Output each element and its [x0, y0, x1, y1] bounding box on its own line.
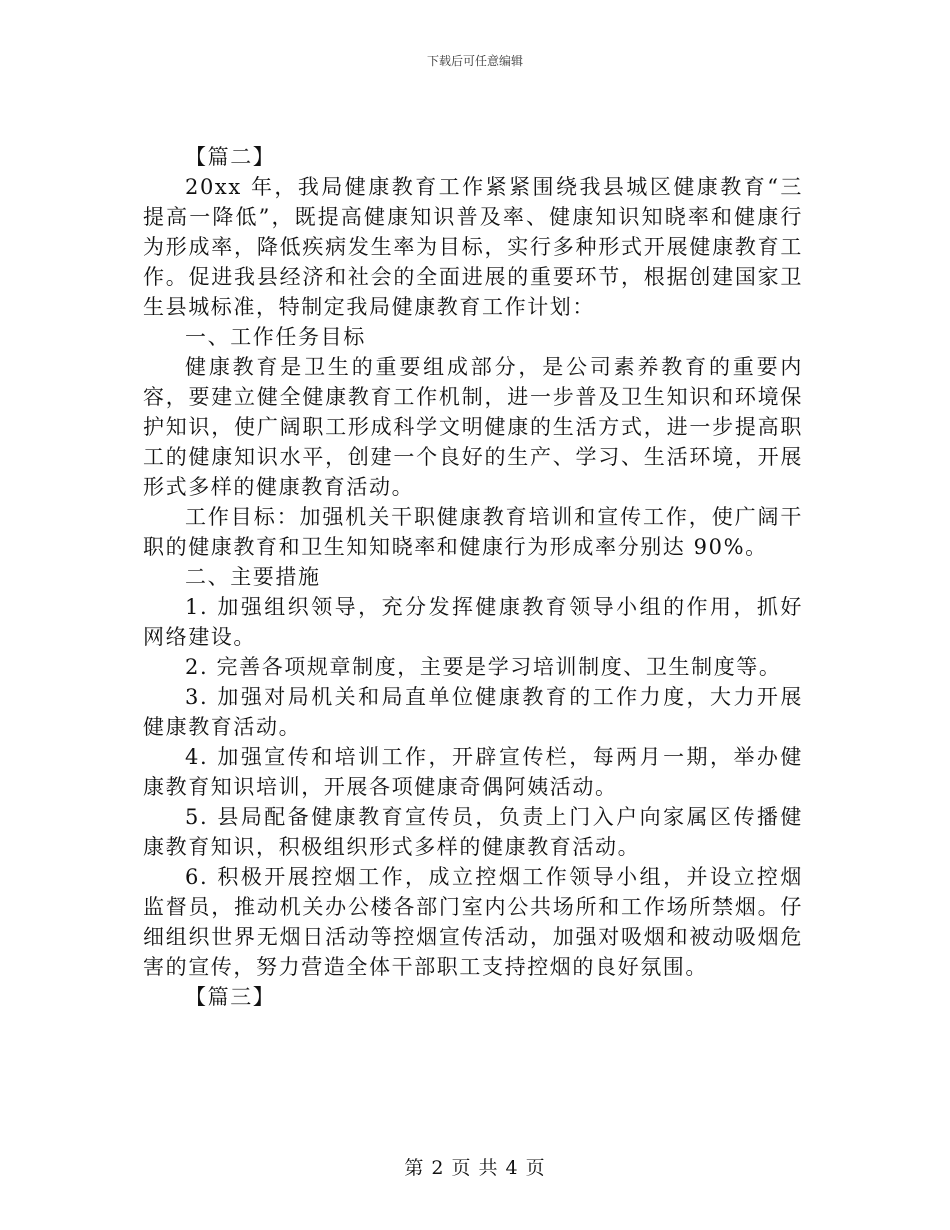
- page-header-note: 下载后可任意编辑: [426, 54, 523, 68]
- section-heading-pian-er: 【篇二】: [185, 145, 276, 169]
- intro-paragraph: 20xx 年，我局健康教育工作紧紧围绕我县城区健康教育“三提高一降低”，既提高健康知识普及率、健康知识知晓率和健康行为形成率，降低疾病发生率为目标，实行多种形式开展健康教育工作。促进我县经济和社会的全面进展的重要环节，根据创建国家卫生县城标准，特制定我局健康教育工作计划：: [143, 175, 803, 319]
- targets-paragraph: 健康教育是卫生的重要组成部分，是公司素养教育的重要内容，要建立健全健康教育工作机制，进一步普及卫生知识和环境保护知识，使广阔职工形成科学文明健康的生活方式，进一步提高职工的健康知识水平，创建一个良好的生产、学习、生活环境，开展形式多样的健康教育活动。: [143, 355, 803, 499]
- measure-item-5: 5. 县局配备健康教育宣传员，负责上门入户向家属区传播健康教育知识，积极组织形式多样的健康教育活动。: [143, 805, 803, 859]
- heading-work-targets: 一、工作任务目标: [185, 325, 366, 349]
- page-number-footer: 第 2 页 共 4 页: [404, 1157, 546, 1179]
- document-body: [143, 142, 803, 1012]
- goal-paragraph: 工作目标：加强机关干职健康教育培训和宣传工作，使广阔干职的健康教育和卫生知知晓率和健康行为形成率分别达 90%。: [143, 505, 803, 559]
- measure-item-2: 2. 完善各项规章制度，主要是学习培训制度、卫生制度等。: [185, 655, 782, 679]
- section-heading-pian-san: 【篇三】: [185, 985, 276, 1009]
- heading-main-measures: 二、主要措施: [185, 565, 321, 589]
- measure-item-4: 4. 加强宣传和培训工作，开辟宣传栏，每两月一期，举办健康教育知识培训，开展各项健康奇偶阿姨活动。: [143, 745, 803, 799]
- measure-item-6: 6. 积极开展控烟工作，成立控烟工作领导小组，并设立控烟监督员，推动机关办公楼各部门室内公共场所和工作场所禁烟。仔细组织世界无烟日活动等控烟宣传活动，加强对吸烟和被动吸烟危害的宣传，努力营造全体干部职工支持控烟的良好氛围。: [143, 865, 803, 979]
- measure-item-1: 1. 加强组织领导，充分发挥健康教育领导小组的作用，抓好网络建设。: [143, 595, 803, 649]
- measure-item-3: 3. 加强对局机关和局直单位健康教育的工作力度，大力开展健康教育活动。: [143, 685, 803, 739]
